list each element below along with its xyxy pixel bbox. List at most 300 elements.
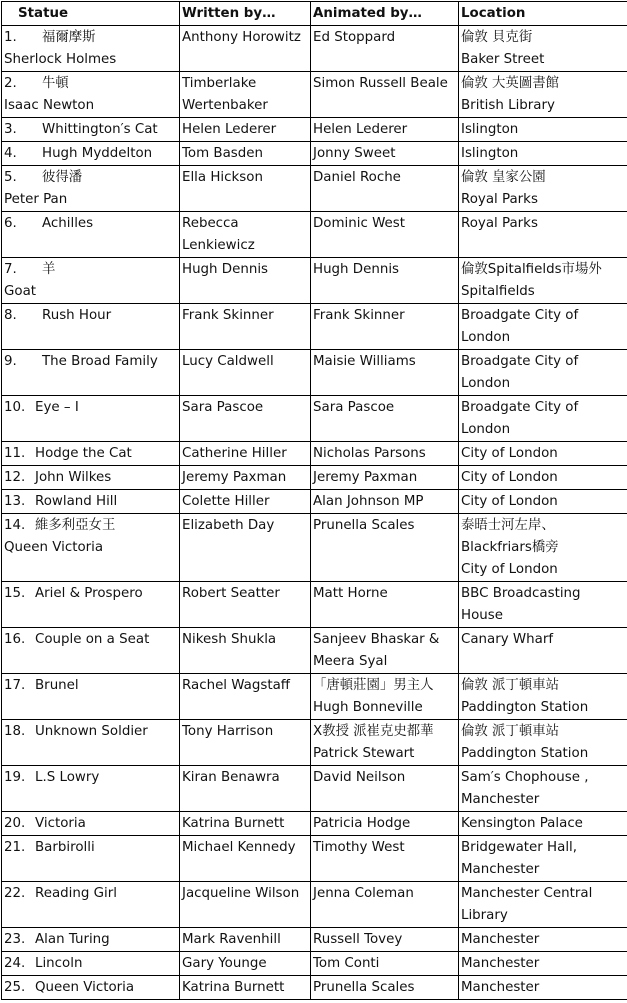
row-number: 19. — [4, 767, 35, 789]
table-row — [2, 514, 627, 582]
statue-cell — [2, 72, 180, 118]
voice-line: Dominic West — [313, 213, 457, 235]
statue-cell — [2, 442, 180, 466]
location-cell — [459, 72, 627, 118]
table-row — [2, 350, 627, 396]
statue-cell — [2, 628, 180, 674]
table-body — [2, 26, 627, 1000]
statue-first-line — [4, 143, 178, 165]
statue-name: Couple on a Seat — [35, 632, 149, 647]
location-cell — [459, 514, 627, 582]
table-row — [2, 26, 627, 72]
table-row — [2, 72, 627, 118]
voice-line: Frank Skinner — [313, 305, 457, 327]
written-by-cell — [180, 118, 311, 142]
location-line: Islington — [461, 143, 626, 165]
header-written-by: Written by… — [180, 2, 311, 26]
voice-line: Jeremy Paxman — [313, 467, 457, 489]
written-by-cell — [180, 350, 311, 396]
location-cell — [459, 812, 627, 836]
statue-cell — [2, 976, 180, 1000]
location-cell — [459, 166, 627, 212]
animated-by-cell — [311, 628, 459, 674]
written-by-cell — [180, 582, 311, 628]
animated-by-cell — [311, 258, 459, 304]
row-number: 18. — [4, 721, 35, 743]
location-line: London — [461, 373, 626, 395]
location-line: 倫敦 貝克街 — [461, 27, 626, 49]
location-line: 泰晤士河左岸、 — [461, 515, 626, 537]
writer-line: Wertenbaker — [182, 95, 309, 117]
animated-by-cell — [311, 720, 459, 766]
row-number: 8. — [4, 305, 42, 327]
statue-name: Eye – I — [35, 400, 79, 415]
statue-cell — [2, 258, 180, 304]
statue-first-line — [4, 443, 178, 465]
statue-cell — [2, 166, 180, 212]
voice-line: Alan Johnson MP — [313, 491, 457, 513]
statue-first-line — [4, 167, 178, 189]
statue-cell — [2, 928, 180, 952]
voice-line: Sanjeev Bhaskar & — [313, 629, 457, 651]
statue-cell — [2, 836, 180, 882]
written-by-cell — [180, 882, 311, 928]
statue-cell — [2, 304, 180, 350]
statue-name: Lincoln — [35, 956, 82, 971]
voice-line: Sara Pascoe — [313, 397, 457, 419]
statue-first-line — [4, 305, 178, 327]
written-by-cell — [180, 514, 311, 582]
location-line: Sam′s Chophouse , — [461, 767, 626, 789]
statue-cell — [2, 882, 180, 928]
written-by-cell — [180, 952, 311, 976]
writer-line: Mark Ravenhill — [182, 929, 309, 951]
voice-line: Hugh Bonneville — [313, 697, 457, 719]
statue-cell — [2, 514, 180, 582]
row-number: 22. — [4, 883, 35, 905]
row-number: 25. — [4, 977, 35, 999]
statue-name-english: Goat — [4, 281, 178, 303]
location-cell — [459, 258, 627, 304]
location-cell — [459, 952, 627, 976]
writer-line: Jeremy Paxman — [182, 467, 309, 489]
animated-by-cell — [311, 674, 459, 720]
writer-line: Lenkiewicz — [182, 235, 309, 257]
written-by-cell — [180, 304, 311, 350]
row-number: 10. — [4, 397, 35, 419]
location-cell — [459, 976, 627, 1000]
location-cell — [459, 882, 627, 928]
statue-cell — [2, 396, 180, 442]
written-by-cell — [180, 976, 311, 1000]
location-line: Royal Parks — [461, 213, 626, 235]
location-cell — [459, 628, 627, 674]
animated-by-cell — [311, 812, 459, 836]
row-number: 17. — [4, 675, 35, 697]
written-by-cell — [180, 812, 311, 836]
statue-first-line — [4, 977, 178, 999]
writer-line: Colette Hiller — [182, 491, 309, 513]
writer-line: Katrina Burnett — [182, 813, 309, 835]
writer-line: Gary Younge — [182, 953, 309, 975]
written-by-cell — [180, 466, 311, 490]
table-row — [2, 674, 627, 720]
location-cell — [459, 720, 627, 766]
statue-name: Rush Hour — [42, 308, 111, 323]
statue-name: Hodge the Cat — [35, 446, 132, 461]
row-number: 20. — [4, 813, 35, 835]
location-cell — [459, 142, 627, 166]
writer-line: Nikesh Shukla — [182, 629, 309, 651]
statue-first-line — [4, 73, 178, 95]
header-animated-by: Animated by… — [311, 2, 459, 26]
statue-first-line — [4, 883, 178, 905]
location-line: Kensington Palace — [461, 813, 626, 835]
table-row — [2, 628, 627, 674]
animated-by-cell — [311, 976, 459, 1000]
writer-line: Lucy Caldwell — [182, 351, 309, 373]
table-row — [2, 766, 627, 812]
statue-name: The Broad Family — [42, 354, 158, 369]
animated-by-cell — [311, 582, 459, 628]
animated-by-cell — [311, 26, 459, 72]
row-number: 23. — [4, 929, 35, 951]
table-row — [2, 490, 627, 514]
location-line: City of London — [461, 491, 626, 513]
header-location: Location — [459, 2, 627, 26]
writer-line: Catherine Hiller — [182, 443, 309, 465]
row-number: 6. — [4, 213, 42, 235]
location-line: Canary Wharf — [461, 629, 626, 651]
statue-name: 維多利亞女王 — [35, 518, 115, 533]
written-by-cell — [180, 258, 311, 304]
animated-by-cell — [311, 928, 459, 952]
statue-first-line — [4, 213, 178, 235]
location-line: London — [461, 419, 626, 441]
statue-first-line — [4, 119, 178, 141]
location-line: Manchester — [461, 789, 626, 811]
written-by-cell — [180, 628, 311, 674]
writer-line: Kiran Benawra — [182, 767, 309, 789]
location-cell — [459, 442, 627, 466]
statue-cell — [2, 720, 180, 766]
voice-line: Prunella Scales — [313, 977, 457, 999]
location-line: Paddington Station — [461, 743, 626, 765]
written-by-cell — [180, 766, 311, 812]
statues-table — [1, 1, 627, 1000]
written-by-cell — [180, 490, 311, 514]
location-line: Manchester — [461, 953, 626, 975]
header-row — [2, 2, 627, 26]
table-row — [2, 720, 627, 766]
statue-name: Reading Girl — [35, 886, 117, 901]
location-cell — [459, 466, 627, 490]
location-line: Broadgate City of — [461, 397, 626, 419]
statue-name: Queen Victoria — [35, 980, 134, 995]
animated-by-cell — [311, 166, 459, 212]
location-line: Library — [461, 905, 626, 927]
written-by-cell — [180, 396, 311, 442]
location-line: Baker Street — [461, 49, 626, 71]
statue-first-line — [4, 953, 178, 975]
writer-line: Jacqueline Wilson — [182, 883, 309, 905]
statue-name-english: Sherlock Holmes — [4, 49, 178, 71]
animated-by-cell — [311, 304, 459, 350]
row-number: 11. — [4, 443, 35, 465]
location-line: Royal Parks — [461, 189, 626, 211]
location-line: 倫敦 皇家公園 — [461, 167, 626, 189]
writer-line: Helen Lederer — [182, 119, 309, 141]
location-cell — [459, 766, 627, 812]
statue-cell — [2, 118, 180, 142]
animated-by-cell — [311, 882, 459, 928]
table-row — [2, 976, 627, 1000]
written-by-cell — [180, 442, 311, 466]
voice-line: Russell Tovey — [313, 929, 457, 951]
statue-name-english: Peter Pan — [4, 189, 178, 211]
writer-line: Anthony Horowitz — [182, 27, 309, 49]
statue-name: Rowland Hill — [35, 494, 117, 509]
location-line: Manchester — [461, 977, 626, 999]
statue-cell — [2, 674, 180, 720]
animated-by-cell — [311, 466, 459, 490]
location-line: Manchester — [461, 859, 626, 881]
table-row — [2, 466, 627, 490]
statue-first-line — [4, 675, 178, 697]
voice-line: Patrick Stewart — [313, 743, 457, 765]
writer-line: Tony Harrison — [182, 721, 309, 743]
location-line: Bridgewater Hall, — [461, 837, 626, 859]
voice-line: Nicholas Parsons — [313, 443, 457, 465]
voice-line: Helen Lederer — [313, 119, 457, 141]
statue-name-english: Queen Victoria — [4, 537, 178, 559]
writer-line: Tom Basden — [182, 143, 309, 165]
statue-cell — [2, 490, 180, 514]
statue-first-line — [4, 467, 178, 489]
voice-line: Patricia Hodge — [313, 813, 457, 835]
location-line: Paddington Station — [461, 697, 626, 719]
location-line: Broadgate City of — [461, 351, 626, 373]
animated-by-cell — [311, 396, 459, 442]
written-by-cell — [180, 836, 311, 882]
animated-by-cell — [311, 952, 459, 976]
location-line: Manchester Central — [461, 883, 626, 905]
table-row — [2, 304, 627, 350]
statue-first-line — [4, 583, 178, 605]
writer-line: Frank Skinner — [182, 305, 309, 327]
statue-first-line — [4, 767, 178, 789]
location-cell — [459, 26, 627, 72]
location-line: House — [461, 605, 626, 627]
statue-cell — [2, 466, 180, 490]
written-by-cell — [180, 212, 311, 258]
location-cell — [459, 674, 627, 720]
statue-name: 彼得潘 — [42, 170, 82, 185]
statue-first-line — [4, 259, 178, 281]
table-row — [2, 952, 627, 976]
location-line: Islington — [461, 119, 626, 141]
row-number: 4. — [4, 143, 42, 165]
location-line: Blackfriars橋旁 — [461, 537, 626, 559]
statue-name: 福爾摩斯 — [42, 30, 96, 45]
row-number: 12. — [4, 467, 35, 489]
location-line: 倫敦 派丁頓車站 — [461, 721, 626, 743]
statue-name: Alan Turing — [35, 932, 110, 947]
writer-line: Rebecca — [182, 213, 309, 235]
writer-line: Ella Hickson — [182, 167, 309, 189]
written-by-cell — [180, 26, 311, 72]
statue-cell — [2, 212, 180, 258]
animated-by-cell — [311, 118, 459, 142]
written-by-cell — [180, 142, 311, 166]
row-number: 21. — [4, 837, 35, 859]
table-row — [2, 442, 627, 466]
location-cell — [459, 118, 627, 142]
statue-first-line — [4, 929, 178, 951]
location-line: City of London — [461, 467, 626, 489]
statue-name: Whittington′s Cat — [42, 122, 158, 137]
voice-line: Timothy West — [313, 837, 457, 859]
voice-line: Daniel Roche — [313, 167, 457, 189]
written-by-cell — [180, 674, 311, 720]
statue-first-line — [4, 721, 178, 743]
statue-first-line — [4, 515, 178, 537]
writer-line: Robert Seatter — [182, 583, 309, 605]
statue-cell — [2, 350, 180, 396]
statue-first-line — [4, 27, 178, 49]
statue-name: 牛頓 — [42, 76, 69, 91]
writer-line: Hugh Dennis — [182, 259, 309, 281]
statue-name-english: Isaac Newton — [4, 95, 178, 117]
table-row — [2, 582, 627, 628]
row-number: 9. — [4, 351, 42, 373]
written-by-cell — [180, 928, 311, 952]
statue-name: 羊 — [42, 262, 55, 277]
row-number: 16. — [4, 629, 35, 651]
statue-first-line — [4, 629, 178, 651]
voice-line: Tom Conti — [313, 953, 457, 975]
statue-name: Unknown Soldier — [35, 724, 148, 739]
animated-by-cell — [311, 212, 459, 258]
statue-cell — [2, 142, 180, 166]
voice-line: Maisie Williams — [313, 351, 457, 373]
table-row — [2, 396, 627, 442]
statue-first-line — [4, 351, 178, 373]
location-cell — [459, 836, 627, 882]
table-row — [2, 166, 627, 212]
row-number: 15. — [4, 583, 35, 605]
location-cell — [459, 304, 627, 350]
statue-name: L.S Lowry — [35, 770, 99, 785]
row-number: 2. — [4, 73, 42, 95]
animated-by-cell — [311, 72, 459, 118]
writer-line: Michael Kennedy — [182, 837, 309, 859]
voice-line: Ed Stoppard — [313, 27, 457, 49]
location-line: Broadgate City of — [461, 305, 626, 327]
animated-by-cell — [311, 766, 459, 812]
written-by-cell — [180, 166, 311, 212]
voice-line: Prunella Scales — [313, 515, 457, 537]
table-row — [2, 118, 627, 142]
table-row — [2, 812, 627, 836]
row-number: 7. — [4, 259, 42, 281]
header-statue: Statue — [2, 2, 180, 26]
voice-line: 「唐頓莊園」男主人 — [313, 675, 457, 697]
location-cell — [459, 928, 627, 952]
statue-first-line — [4, 837, 178, 859]
voice-line: Meera Syal — [313, 651, 457, 673]
statue-cell — [2, 582, 180, 628]
writer-line: Katrina Burnett — [182, 977, 309, 999]
animated-by-cell — [311, 836, 459, 882]
location-line: 倫敦 派丁頓車站 — [461, 675, 626, 697]
voice-line: Jonny Sweet — [313, 143, 457, 165]
statue-name: Victoria — [35, 816, 86, 831]
voice-line: Simon Russell Beale — [313, 73, 457, 95]
table-row — [2, 882, 627, 928]
row-number: 14. — [4, 515, 35, 537]
statue-name: Barbirolli — [35, 840, 95, 855]
location-line: 倫敦Spitalfields市場外 — [461, 259, 626, 281]
location-line: British Library — [461, 95, 626, 117]
voice-line: David Neilson — [313, 767, 457, 789]
location-line: BBC Broadcasting — [461, 583, 626, 605]
animated-by-cell — [311, 350, 459, 396]
location-cell — [459, 490, 627, 514]
location-line: 倫敦 大英圖書館 — [461, 73, 626, 95]
location-cell — [459, 396, 627, 442]
table-row — [2, 212, 627, 258]
location-line: Spitalfields — [461, 281, 626, 303]
voice-line: Jenna Coleman — [313, 883, 457, 905]
voice-line: X教授 派崔克史都華 — [313, 721, 457, 743]
statue-name: Brunel — [35, 678, 79, 693]
statue-first-line — [4, 397, 178, 419]
written-by-cell — [180, 720, 311, 766]
writer-line: Elizabeth Day — [182, 515, 309, 537]
statue-cell — [2, 952, 180, 976]
animated-by-cell — [311, 142, 459, 166]
writer-line: Rachel Wagstaff — [182, 675, 309, 697]
animated-by-cell — [311, 490, 459, 514]
table-row — [2, 928, 627, 952]
location-cell — [459, 582, 627, 628]
location-cell — [459, 212, 627, 258]
row-number: 5. — [4, 167, 42, 189]
row-number: 1. — [4, 27, 42, 49]
statue-cell — [2, 26, 180, 72]
table-row — [2, 258, 627, 304]
animated-by-cell — [311, 442, 459, 466]
writer-line: Sara Pascoe — [182, 397, 309, 419]
table-row — [2, 142, 627, 166]
voice-line: Matt Horne — [313, 583, 457, 605]
statue-cell — [2, 812, 180, 836]
row-number: 24. — [4, 953, 35, 975]
writer-line: Timberlake — [182, 73, 309, 95]
location-line: City of London — [461, 443, 626, 465]
voice-line: Hugh Dennis — [313, 259, 457, 281]
written-by-cell — [180, 72, 311, 118]
location-cell — [459, 350, 627, 396]
location-line: London — [461, 327, 626, 349]
statue-name: John Wilkes — [35, 470, 111, 485]
statue-first-line — [4, 813, 178, 835]
statue-name: Hugh Myddelton — [42, 146, 152, 161]
location-line: City of London — [461, 559, 626, 581]
statue-first-line — [4, 491, 178, 513]
statue-name: Ariel & Prospero — [35, 586, 143, 601]
